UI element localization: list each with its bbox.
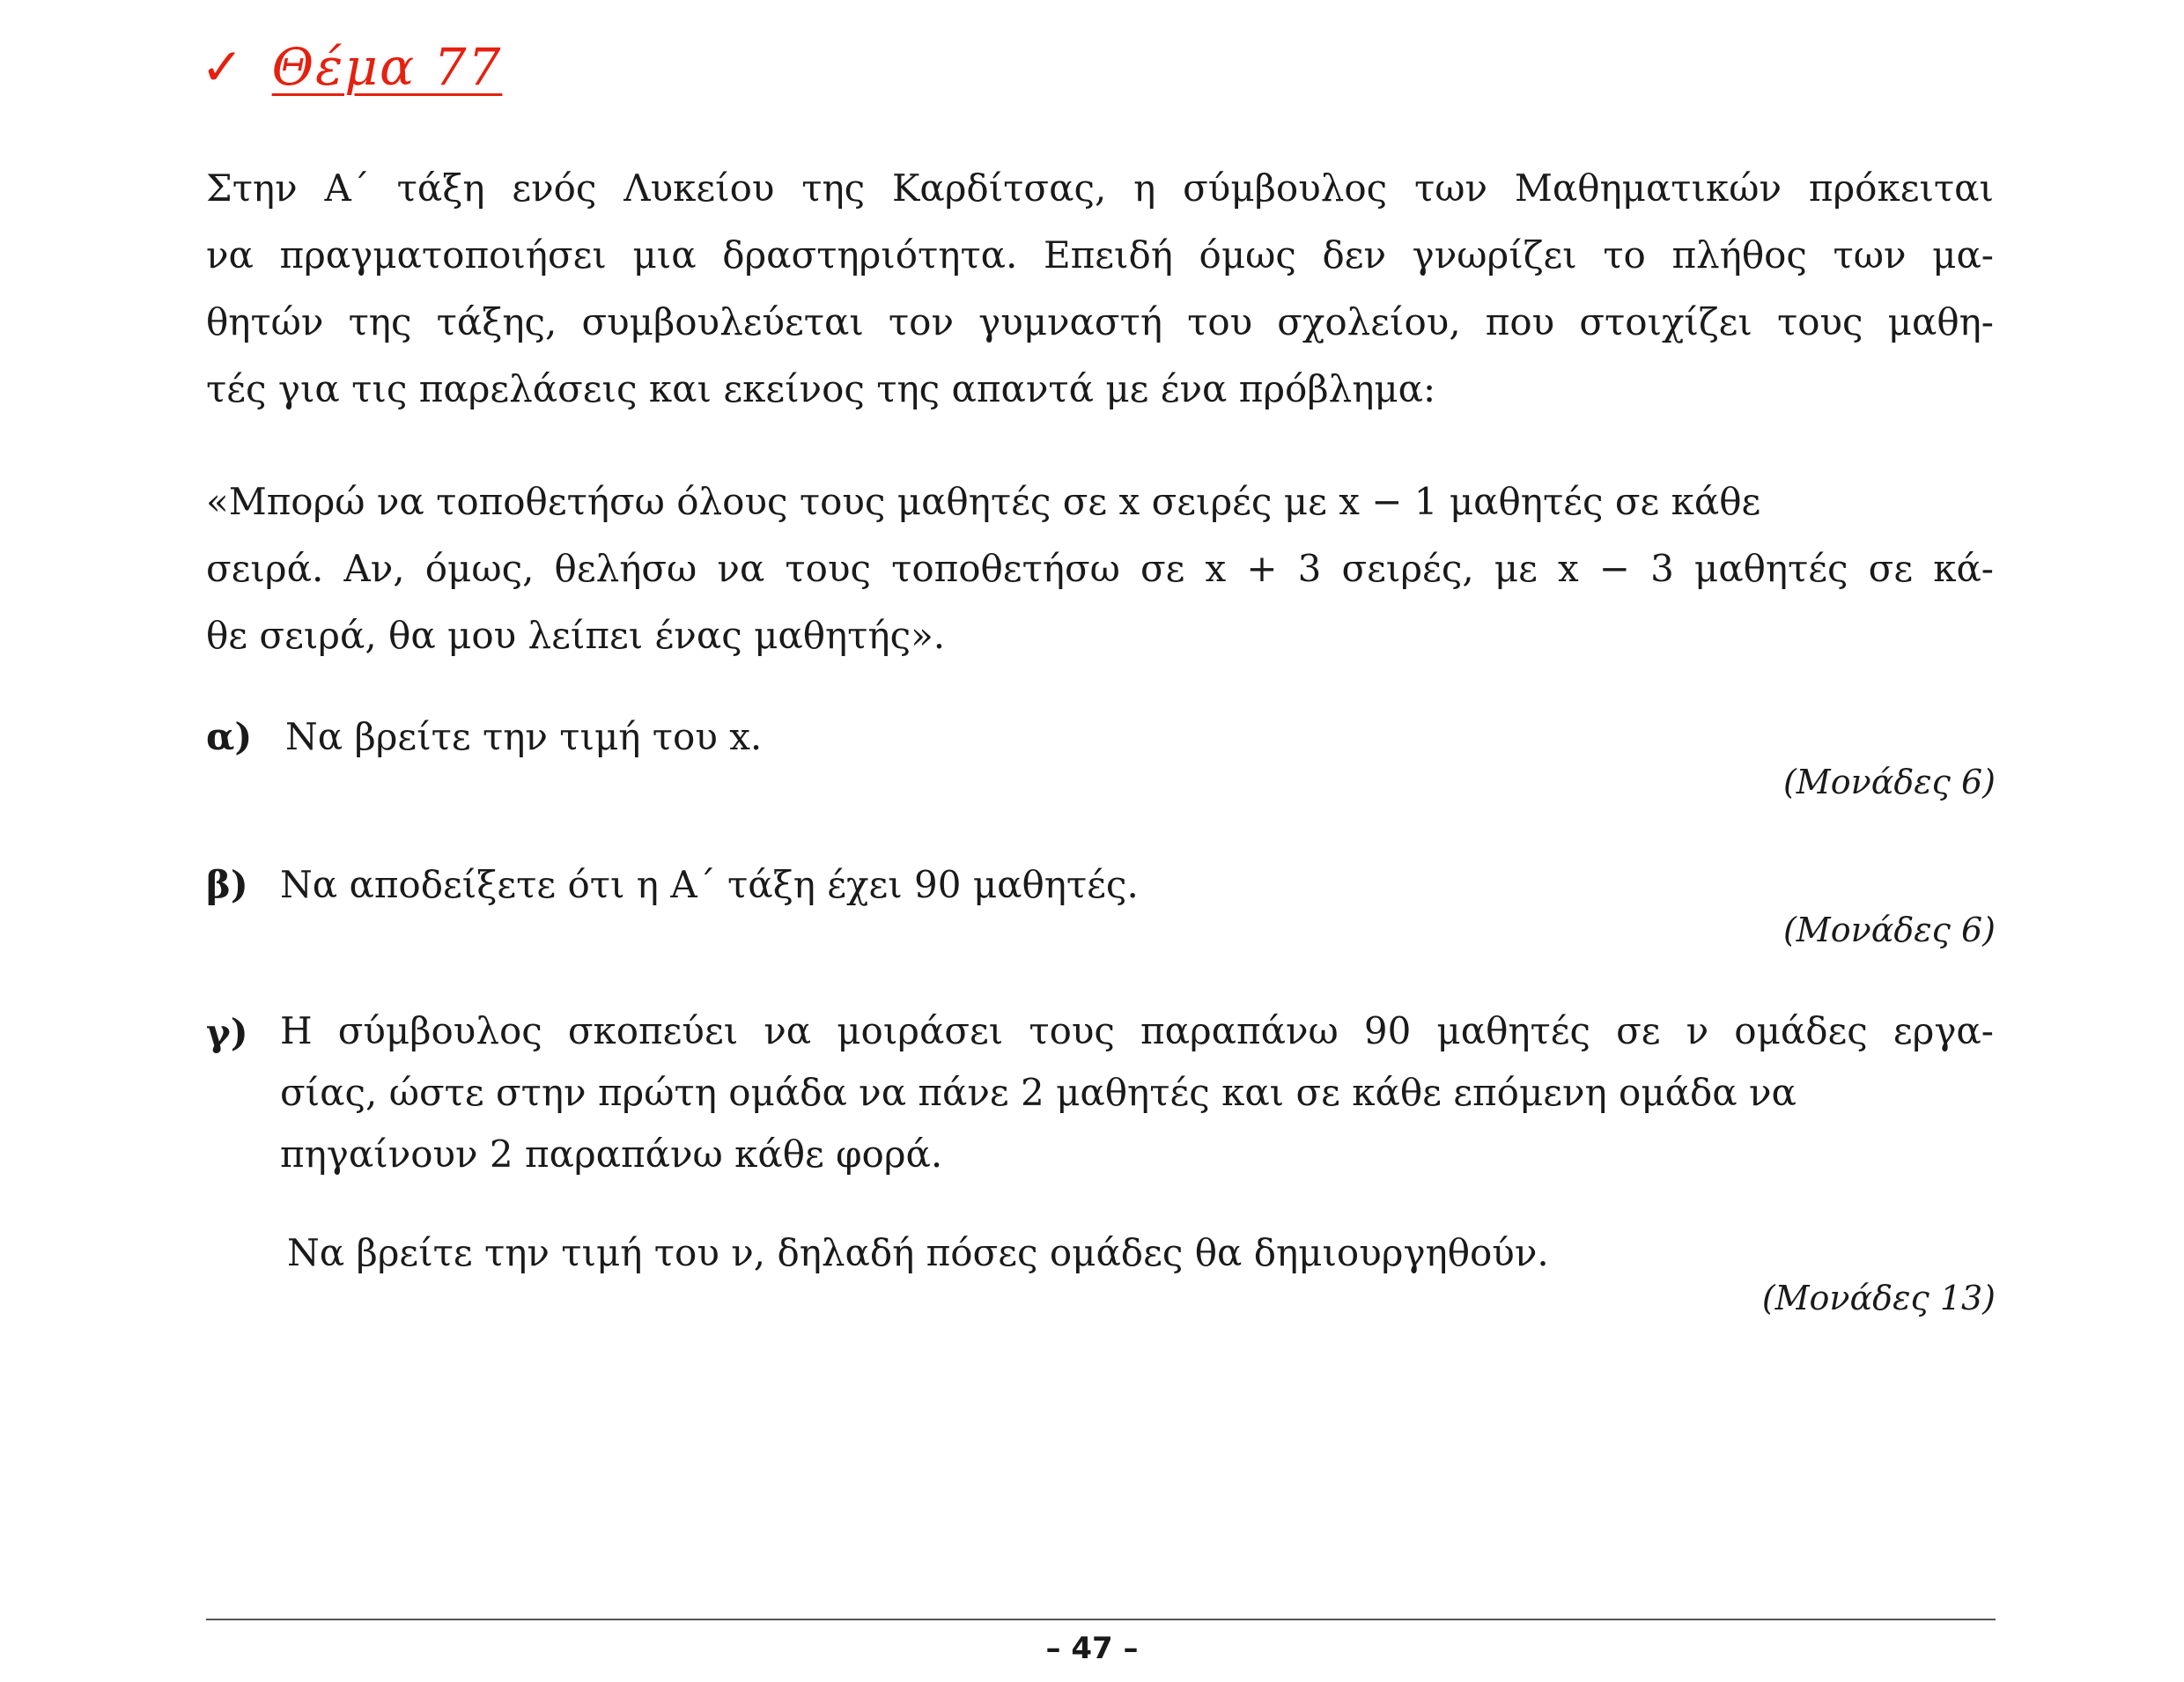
- intro-line: θητών της τάξης, συμβουλεύεται τον γυμναστή του σχολείου, που στοιχίζει τους μαθη-: [206, 300, 1994, 343]
- intro-line: τές για τις παρελάσεις και εκείνος της απαντά με ένα πρόβλημα:: [206, 367, 1436, 410]
- question-a-label: α): [206, 715, 253, 758]
- question-a-marks: (Μονάδες 6): [1782, 763, 1996, 801]
- quote-paragraph: [206, 468, 1994, 669]
- quote-line: σειρά. Αν, όμως, θελήσω να τους τοποθετήσω σε x + 3 σειρές, με x − 3 μαθητές σε κά-: [206, 547, 1994, 590]
- question-b-label: β): [206, 863, 248, 906]
- question-c-line: Η σύμβουλος σκοπεύει να μοιράσει τους παραπάνω 90 μαθητές σε ν ομάδες εργα-: [280, 1009, 1994, 1052]
- quote-line: «Μπορώ να τοποθετήσω όλους τους μαθητές σε x σειρές με x − 1 μαθητές σε κάθε: [206, 480, 1761, 523]
- question-a-text: Να βρείτε την τιμή του x.: [285, 715, 763, 758]
- question-c-label: γ): [206, 1011, 248, 1054]
- question-c-text: [280, 1000, 1994, 1185]
- footer-divider: [206, 1619, 1996, 1620]
- topic-title: Θέμα 77: [271, 37, 503, 97]
- page-number: – 47 –: [1045, 1631, 1139, 1666]
- checkmark-icon: ✓: [201, 37, 244, 97]
- question-b-marks: (Μονάδες 6): [1782, 911, 1996, 949]
- intro-paragraph: [206, 155, 1994, 423]
- question-c-line: σίας, ώστε στην πρώτη ομάδα να πάνε 2 μαθητές και σε κάθε επόμενη ομάδα να: [280, 1071, 1797, 1114]
- intro-line: να πραγματοποιήσει μια δραστηριότητα. Επειδή όμως δεν γνωρίζει το πλήθος των μα-: [206, 233, 1994, 277]
- question-c-marks: (Μονάδες 13): [1761, 1279, 1996, 1317]
- question-b-text: Να αποδείξετε ότι η Α΄ τάξη έχει 90 μαθητές.: [280, 863, 1139, 906]
- quote-line: θε σειρά, θα μου λείπει ένας μαθητής».: [206, 614, 946, 657]
- question-c-line: πηγαίνουν 2 παραπάνω κάθε φορά.: [280, 1132, 943, 1176]
- question-c-followup: Να βρείτε την τιμή του ν, δηλαδή πόσες ομάδες θα δημιουργηθούν.: [287, 1231, 1549, 1274]
- topic-heading: [201, 37, 502, 97]
- intro-line: Στην Α΄ τάξη ενός Λυκείου της Καρδίτσας, η σύμβουλος των Μαθηματικών πρόκειται: [206, 166, 1994, 210]
